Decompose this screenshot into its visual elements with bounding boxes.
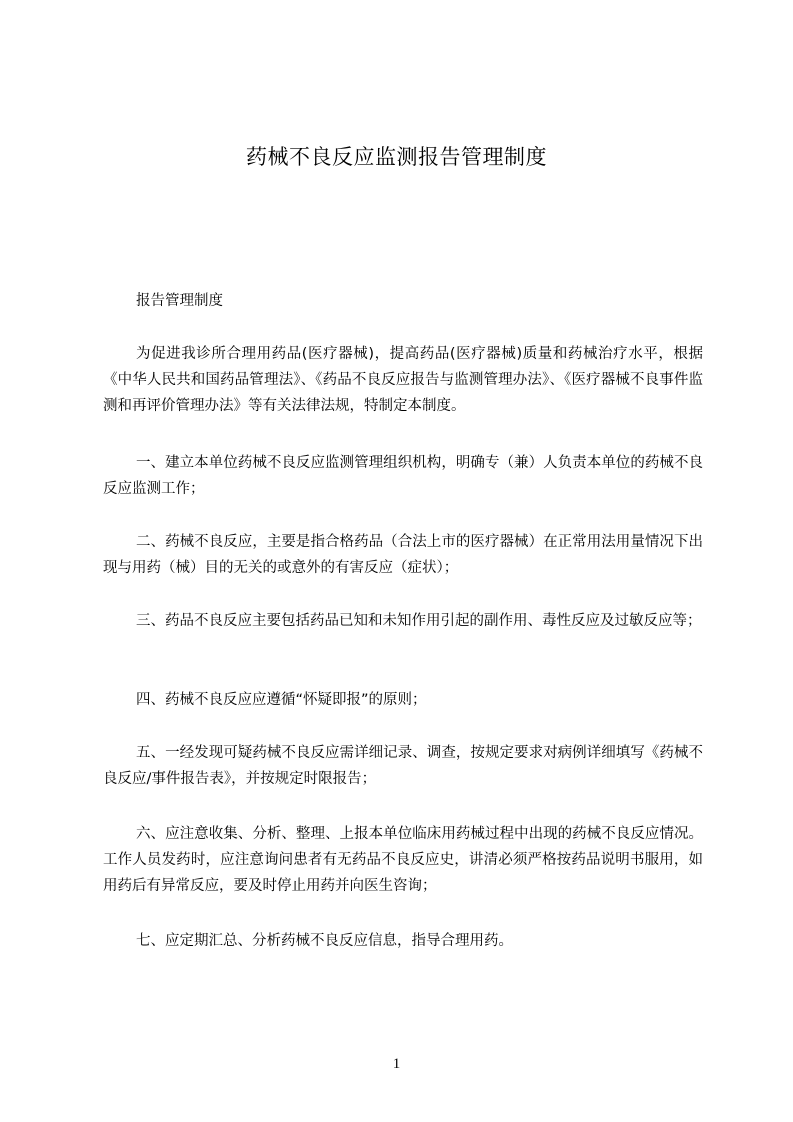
document-title: 药械不良反应监测报告管理制度 bbox=[246, 145, 547, 169]
clause-6: 六、应注意收集、分析、整理、上报本单位临床用药械过程中出现的药械不良反应情况。工作人员发药时，应注意询问患者有无药品不良反应史，讲清必须严格按药品说明书服用，如用药后有异常反应，要及时停止用药并向医生咨询； bbox=[103, 826, 703, 894]
section-subheading: 报告管理制度 bbox=[136, 293, 223, 309]
clause-2: 二、药械不良反应，主要是指合格药品（合法上市的医疗器械）在正常用法用量情况下出现与用药（械）目的无关的或意外的有害反应（症状）； bbox=[103, 534, 703, 576]
clause-1: 一、建立本单位药械不良反应监测管理组织机构，明确专（兼）人负责本单位的药械不良反应监测工作； bbox=[103, 455, 703, 497]
intro-paragraph: 为促进我诊所合理用药品(医疗器械)，提高药品(医疗器械)质量和药械治疗水平，根据《中华人民共和国药品管理法》、《药品不良反应报告与监测管理办法》、《医疗器械不良事件监测和再评价管理办法》等有关法律法规，特制定本制度。 bbox=[103, 346, 703, 414]
clause-7: 七、应定期汇总、分析药械不良反应信息，指导合理用药。 bbox=[136, 933, 513, 949]
clause-5: 五、一经发现可疑药械不良反应需详细记录、调查，按规定要求对病例详细填写《药械不良反应/事件报告表》，并按规定时限报告； bbox=[103, 745, 703, 787]
page-number: 1 bbox=[392, 1056, 401, 1072]
clause-4: 四、药械不良反应应遵循“怀疑即报”的原则； bbox=[136, 692, 427, 708]
clause-3: 三、药品不良反应主要包括药品已知和未知作用引起的副作用、毒性反应及过敏反应等； bbox=[136, 613, 702, 629]
